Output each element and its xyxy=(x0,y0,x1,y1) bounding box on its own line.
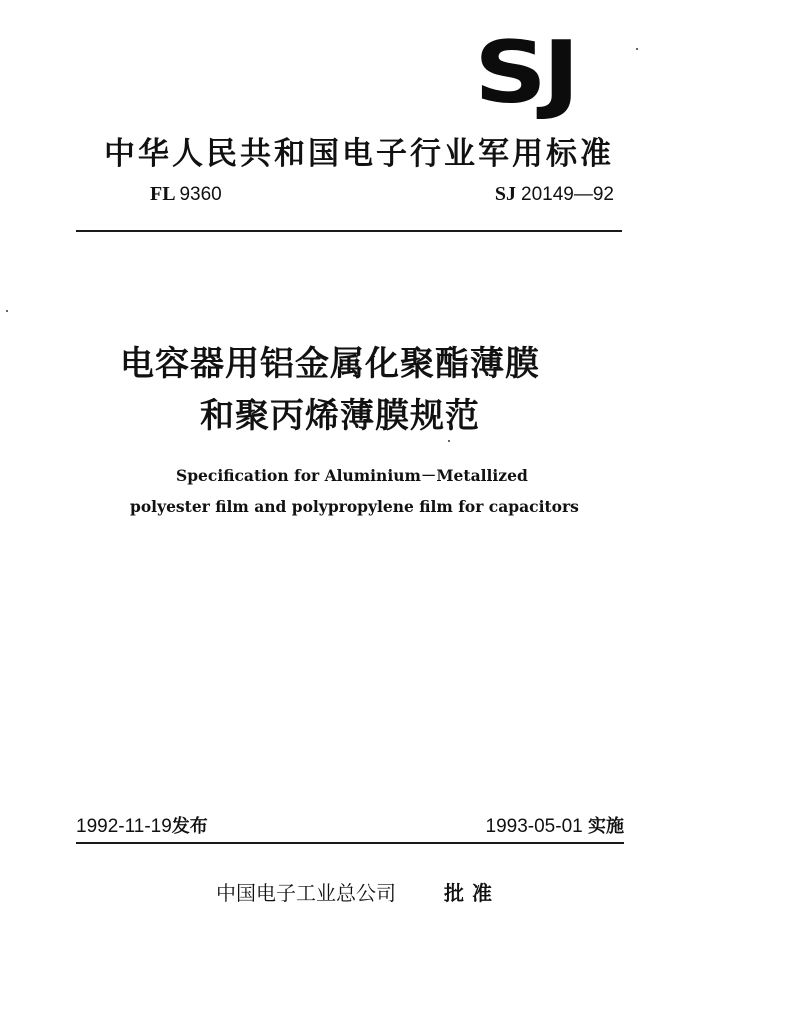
fl-number: 9360 xyxy=(179,184,222,205)
sj-prefix: SJ xyxy=(494,183,517,205)
issue-date-value: 1992-11-19 xyxy=(76,816,172,837)
title-cn-line-2: 和聚丙烯薄膜规范 xyxy=(200,396,480,436)
fl-prefix: FL xyxy=(150,183,175,205)
issue-date xyxy=(76,815,208,839)
bottom-divider xyxy=(76,842,624,844)
scan-speck xyxy=(636,48,638,50)
fl-code xyxy=(150,182,222,207)
top-divider xyxy=(76,230,622,232)
title-cn-line-1: 电容器用铝金属化聚酯薄膜 xyxy=(120,344,540,384)
title-en-line-2: polyester film and polypropylene film for capacitors xyxy=(130,497,579,516)
sj-code xyxy=(495,182,614,207)
impl-label: 实施 xyxy=(588,816,624,837)
scan-speck xyxy=(448,440,450,442)
sj-number: 20149—92 xyxy=(521,184,614,205)
title-en-line-1: Specification for Aluminium－Metallized xyxy=(176,466,528,485)
issue-label: 发布 xyxy=(171,816,208,837)
impl-date-value: 1993-05-01 xyxy=(485,816,583,837)
issuing-organization: 中国电子工业总公司 xyxy=(216,881,396,905)
approve-label: 批准 xyxy=(444,881,500,905)
standard-heading: 中华人民共和国电子行业军用标准 xyxy=(104,136,614,172)
scan-speck xyxy=(6,310,8,312)
implementation-date xyxy=(486,815,624,839)
sj-logo: SJ xyxy=(474,23,576,123)
